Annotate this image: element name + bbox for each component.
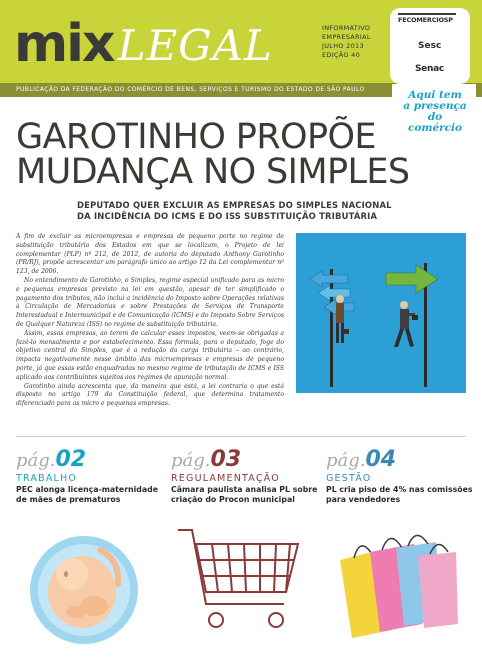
section-title: REGULAMENTAÇÃO: [171, 473, 280, 484]
section-regulamentacao[interactable]: [171, 447, 321, 504]
edition-date: JULHO 2013: [322, 42, 364, 50]
page-label: pág.: [326, 450, 366, 471]
article-paragraph: A fim de excluir as microempresas e empresas de pequeno porte no regime de substituição tributária dos Estados em que se localizam, o Projeto de lei complementar (PLP) nº 212, de 2012, de autoria do deputado Anthony Garotinho (PR/RJ), propõe acrescentar um parágrafo único ao artigo 12 da Lei complementar nº 123, de 2006.: [16, 233, 284, 276]
section-title: TRABALHO: [16, 473, 78, 484]
edition-number: EDIÇÃO 40: [322, 51, 361, 59]
section-divider: [16, 436, 466, 437]
page-number: 03: [210, 447, 242, 472]
baby-icon: [22, 520, 142, 648]
section-title: GESTÃO: [326, 473, 372, 484]
slogan-line-1: Aqui tem: [408, 89, 462, 101]
article-body: [16, 233, 284, 409]
slogan: [400, 90, 470, 134]
article-paragraph: Garotinho ainda acrescenta que, da maneira que está, a lei contraria o que está disposto no artigo 179 da Constituição federal, que determina tratamento diferenciado para as micro e pequenas empresas.: [16, 382, 284, 408]
edition-line-1: INFORMATIVO: [322, 24, 371, 32]
article-paragraph: Assim, essas empresas, ao terem de calcular esses impostos, veem-se obrigadas a fazê-lo mensalmente e por estabelecimento. Essa fórmula, para o deputado, foge do objetivo central do Simples, que é a redução da carga tributária – ao contrário, impacta negativamente nesse âmbito das microempresas e empresas de pequeno porte, já que essas estão enquadradas no mesmo regime de tributação de ICMS e ISS aplicado aos contribuintes sujeitos aos regimes de apuração normal.: [16, 329, 284, 381]
section-summary: PEC alonga licença-maternidade de mães de prematuros: [16, 485, 158, 504]
shopping-bags-icon: [330, 520, 470, 648]
page-label: pág.: [16, 450, 56, 471]
headline-line-1: GAROTINHO PROPÕE: [16, 117, 376, 157]
article-headline: [16, 117, 410, 192]
publisher-text: PUBLICAÇÃO DA FEDERAÇÃO DO COMÉRCIO DE BENS, SERVIÇOS E TURISMO DO ESTADO DE SÃO PAULO: [16, 86, 365, 93]
shopping-cart-icon: [172, 520, 312, 648]
fecomercio-logo-mark: [398, 13, 456, 15]
page-number: 04: [365, 447, 397, 472]
section-trabalho[interactable]: [16, 447, 166, 504]
slogan-line-3: do comércio: [407, 111, 463, 134]
section-summary: PL cria piso de 4% nas comissões para vendedores: [326, 485, 473, 504]
edition-info: [322, 24, 371, 60]
edition-line-2: EMPRESARIAL: [322, 33, 371, 41]
section-gestao[interactable]: [326, 447, 476, 504]
article-illustration: [296, 233, 466, 393]
sesc-logo: Sesc: [418, 41, 442, 51]
headline-line-2: MUDANÇA NO SIMPLES: [16, 152, 410, 192]
logo-legal: LEGAL: [117, 21, 273, 70]
article-subhead: DEPUTADO QUER EXCLUIR AS EMPRESAS DO SIMPLES NACIONAL DA INCIDÊNCIA DO ICMS E DO ISS SUBSTITUIÇÃO TRIBUTÁRIA: [77, 200, 392, 221]
article-paragraph: No entendimento de Garotinho, o Simples, regime especial unificado para as micro e pequenas empresas previsto na lei em questão, apesar de ter simplificado o pagamento dos tributos, não inclui a incidência do Imposto sobre Operações relativas à Circulação de Mercadorias e sobre Prestações de Serviços de Transporte Interestadual e Intermunicipal e de Comunicação (ICMS) e do Imposto Sobre Serviços de Qualquer Natureza (ISS) no regime de substituição tributária.: [16, 276, 284, 328]
mix-legal-logo: [14, 10, 273, 74]
fecomercio-logo: FECOMERCIOSP: [398, 16, 453, 24]
page-number: 02: [55, 447, 87, 472]
page-label: pág.: [171, 450, 211, 471]
signposts-illustration: [296, 233, 466, 393]
section-summary: Câmara paulista analisa PL sobre criação do Procon municipal: [171, 485, 318, 504]
slogan-line-2: a presença: [403, 100, 467, 112]
senac-logo: Senac: [415, 64, 444, 74]
logo-mix: mix: [14, 14, 114, 74]
